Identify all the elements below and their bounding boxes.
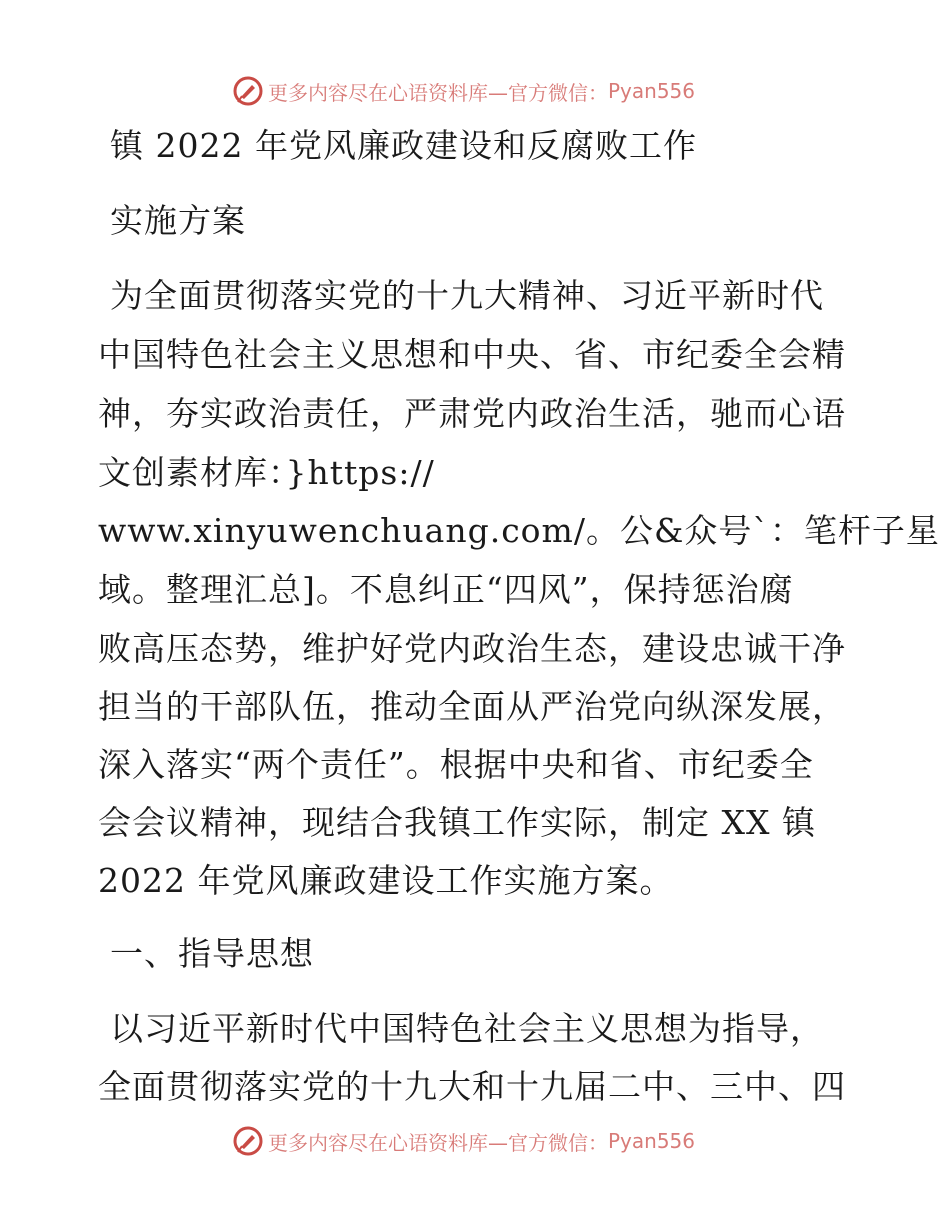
paragraph-line: 深入落实“两个责任”。根据中央和省、市纪委全	[98, 745, 814, 784]
footer-watermark	[232, 1124, 695, 1158]
quill-logo-icon	[232, 1125, 264, 1157]
paragraph-line: 为全面贯彻落实党的十九大精神、习近平新时代	[110, 276, 824, 315]
section-heading: 一、指导思想	[110, 934, 314, 973]
document-title-line-1: 镇 2022 年党风廉政建设和反腐败工作	[110, 126, 697, 165]
watermark-contact: Pyan556	[608, 1129, 696, 1153]
paragraph-line: www.xinyuwenchuang.com/。公&众号`：笔杆子星	[98, 511, 940, 550]
paragraph-line: 文创素材库：}https://	[98, 453, 435, 492]
paragraph-line: 以习近平新时代中国特色社会主义思想为指导，	[110, 1009, 824, 1048]
paragraph-line: 域。整理汇总]。不息纠正“四风”，保持惩治腐	[98, 570, 794, 609]
paragraph-line: 担当的干部队伍，推动全面从严治党向纵深发展，	[98, 687, 846, 726]
watermark-contact: Pyan556	[608, 79, 696, 103]
watermark-text: 更多内容尽在心语资料库—官方微信：	[268, 1130, 608, 1155]
document-title-line-2: 实施方案	[110, 201, 246, 240]
watermark-text: 更多内容尽在心语资料库—官方微信：	[268, 80, 608, 105]
paragraph-line: 中国特色社会主义思想和中央、省、市纪委全会精	[98, 335, 846, 374]
paragraph-line: 2022 年党风廉政建设工作实施方案。	[98, 861, 674, 900]
paragraph-line: 全面贯彻落实党的十九大和十九届二中、三中、四	[98, 1067, 846, 1106]
paragraph-line: 败高压态势，维护好党内政治生态，建设忠诚干净	[98, 629, 846, 668]
quill-logo-icon	[232, 75, 264, 107]
header-watermark	[232, 74, 695, 108]
paragraph-line: 神，夯实政治责任，严肃党内政治生活，驰而心语	[98, 394, 846, 433]
paragraph-line: 会会议精神，现结合我镇工作实际，制定 XX 镇	[98, 803, 816, 842]
